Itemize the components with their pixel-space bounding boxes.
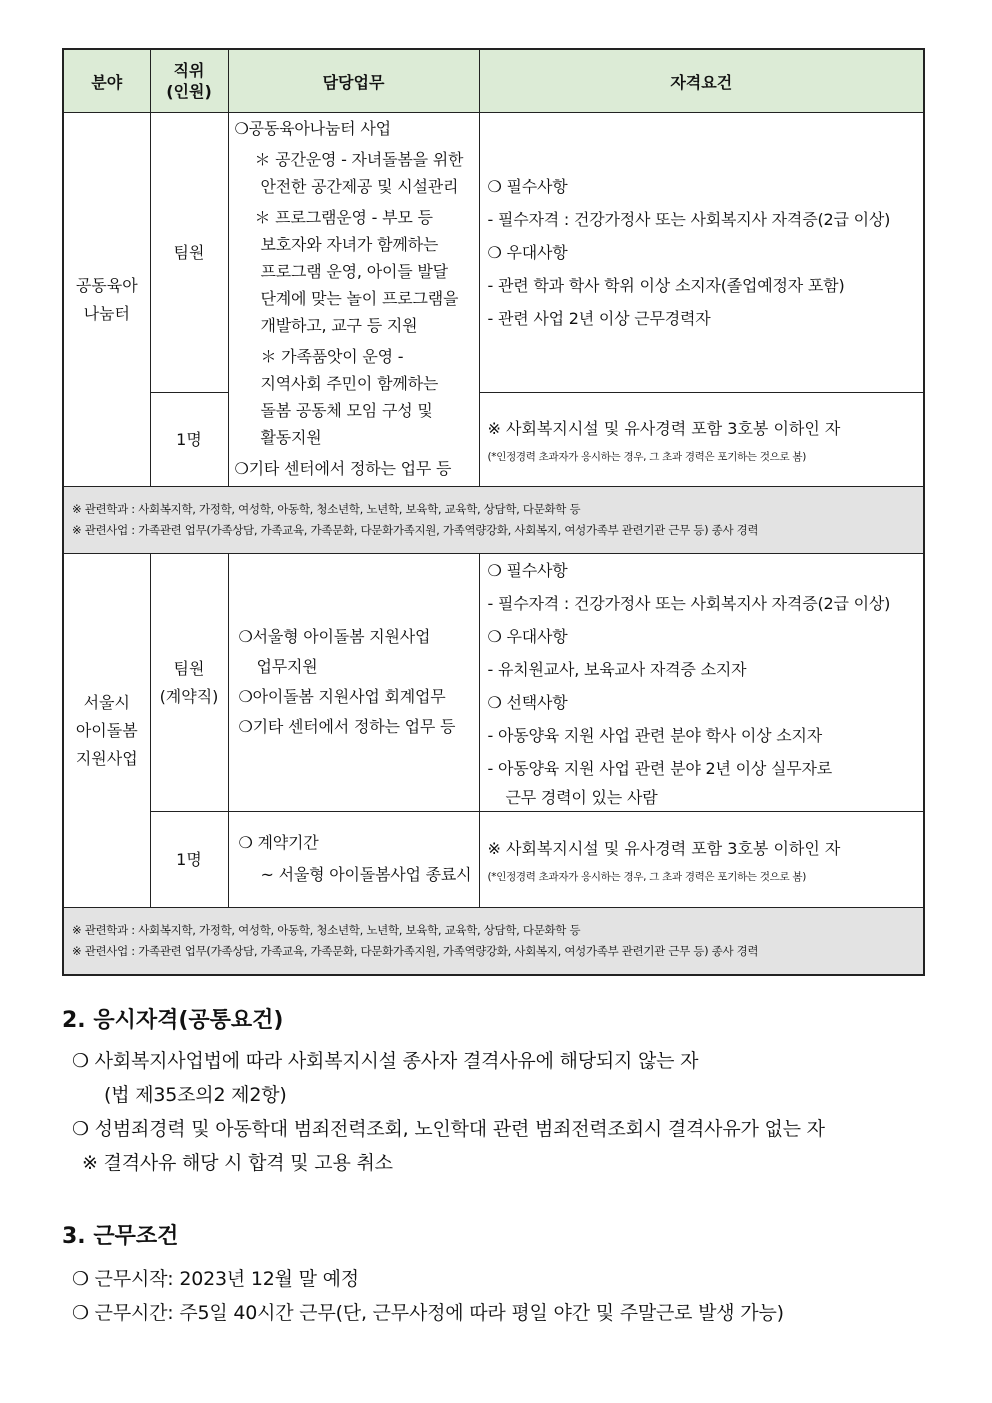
duty-line: 단계에 맞는 놀이 프로그램을	[260, 289, 459, 308]
qualification-line: - 유치원교사, 보육교사 자격증 소지자	[487, 660, 747, 679]
qualification-line: ❍ 우대사항	[487, 243, 568, 263]
table-row	[63, 554, 924, 812]
table-row	[63, 393, 924, 487]
qualification-line: - 필수자격 : 건강가정사 또는 사회복지사 자격증(2급 이상)	[487, 594, 891, 613]
duty-line: ❍공동육아나눔터 사업	[234, 119, 391, 138]
position-line: (계약직)	[159, 686, 219, 706]
eligibility-item: ❍ 성범죄경력 및 아동학대 범죄전력조회, 노인학대 관련 범죄전력조회시 결격사유가 없는 자	[72, 1118, 825, 1140]
note-line: ※ 관련학과 : 사회복지학, 가정학, 여성학, 아동학, 청소년학, 노년학, 보육학, 교육학, 상담학, 다문화학 등	[72, 923, 581, 937]
table-row	[63, 487, 924, 554]
table-header-row	[63, 49, 924, 113]
position-cell	[150, 554, 228, 812]
field-cell	[63, 113, 150, 487]
table-row	[63, 113, 924, 393]
qualification-line: ❍ 필수사항	[487, 561, 568, 580]
condition-item: ❍ 근무시간: 주5일 40시간 근무(단, 근무사정에 따라 평일 야간 및 주말근로 발생 가능)	[72, 1302, 784, 1324]
duty-line: 안전한 공간제공 및 시설관리	[260, 177, 459, 196]
section-title: 2. 응시자격(공통요건)	[62, 1008, 284, 1033]
career-note-cell	[479, 812, 924, 908]
career-note-cell	[479, 393, 924, 487]
field-label-line: 지원사업	[75, 748, 138, 768]
note-line: ※ 관련사업 : 가족관련 업무(가족상담, 가족교육, 가족문화, 다문화가족지원, 가족역량강화, 사회복지, 여성가족부 관련기관 근무 등) 종사 경력	[72, 944, 759, 958]
eligibility-item: (법 제35조의2 제2항)	[104, 1084, 287, 1106]
duty-cell	[228, 554, 479, 812]
duty-line: ❍아이돌봄 지원사업 회계업무	[238, 686, 446, 706]
header-position-line1: 직위	[173, 61, 205, 80]
duty-line: ❍서울형 아이돌봄 지원사업	[238, 626, 431, 646]
career-note: ※ 사회복지시설 및 유사경력 포함 3호봉 이하인 자	[487, 838, 841, 858]
note-line: ※ 관련학과 : 사회복지학, 가정학, 여성학, 아동학, 청소년학, 노년학, 보육학, 교육학, 상담학, 다문화학 등	[72, 502, 581, 516]
section-title: 3. 근무조건	[62, 1224, 179, 1249]
field-cell	[63, 554, 150, 908]
qualification-line: - 관련 학과 학사 학위 이상 소지자(졸업예정자 포함)	[487, 276, 845, 296]
field-label-line: 공동육아	[75, 275, 138, 295]
qualification-line: - 아동양육 지원 사업 관련 분야 학사 이상 소지자	[487, 726, 823, 745]
eligibility-item: ❍ 사회복지사업법에 따라 사회복지시설 종사자 결격사유에 해당되지 않는 자	[72, 1050, 699, 1072]
duty-line: 프로그램 운영, 아이들 발달	[260, 262, 448, 281]
qualification-line: - 관련 사업 2년 이상 근무경력자	[487, 309, 711, 329]
note-line: ※ 관련사업 : 가족관련 업무(가족상담, 가족교육, 가족문화, 다문화가족지원, 가족역량강화, 사회복지, 여성가족부 관련기관 근무 등) 종사 경력	[72, 523, 759, 537]
duty-line: ❍기타 센터에서 정하는 업무 등	[234, 459, 452, 478]
duty-line: ❍기타 센터에서 정하는 업무 등	[238, 716, 456, 736]
header-field: 분야	[63, 49, 150, 113]
career-note-small: (*인정경력 초과자가 응시하는 경우, 그 초과 경력은 포기하는 것으로 봄)	[487, 870, 807, 883]
duty-line: ＊ 프로그램운영 - 부모 등	[254, 208, 433, 227]
qualification-line: - 필수자격 : 건강가정사 또는 사회복지사 자격증(2급 이상)	[487, 210, 891, 230]
header-duty: 담당업무	[228, 49, 479, 113]
condition-item: ❍ 근무시작: 2023년 12월 말 예정	[72, 1268, 359, 1290]
notes-cell	[63, 908, 924, 976]
field-label-line: 서울시	[83, 692, 130, 712]
qualification-line: - 아동양육 지원 사업 관련 분야 2년 이상 실무자로	[487, 759, 833, 778]
qualification-line: ❍ 우대사항	[487, 627, 568, 646]
duty-line: 돌봄 공동체 모임 구성 및	[260, 401, 433, 420]
header-position-line2: (인원)	[166, 82, 212, 101]
qualification-line: ❍ 선택사항	[487, 693, 568, 712]
contract-cell	[228, 812, 479, 908]
table-row	[63, 812, 924, 908]
duty-line: ＊ 가족품앗이 운영 -	[260, 347, 404, 366]
field-label-line: 아이돌봄	[75, 720, 138, 740]
count-cell: 1명	[150, 393, 228, 487]
duty-line: 지역사회 주민이 함께하는	[260, 374, 439, 393]
duty-line: 업무지원	[256, 656, 318, 676]
duty-cell	[228, 113, 479, 487]
duty-line: ＊ 공간운영 - 자녀돌봄을 위한	[254, 150, 464, 169]
qualification-cell	[479, 554, 924, 812]
qualification-cell	[479, 113, 924, 393]
eligibility-section	[62, 1006, 942, 1180]
qualification-line: 근무 경력이 있는 사람	[505, 788, 658, 807]
duty-line: 활동지원	[260, 428, 322, 447]
career-note-small: (*인정경력 초과자가 응시하는 경우, 그 초과 경력은 포기하는 것으로 봄)	[487, 450, 807, 463]
notes-cell	[63, 487, 924, 554]
conditions-section	[62, 1222, 942, 1330]
eligibility-note: ※ 결격사유 해당 시 합격 및 고용 취소	[82, 1152, 393, 1174]
header-position	[150, 49, 228, 113]
contract-period: ~ 서울형 아이돌봄사업 종료시	[260, 864, 472, 884]
header-qualification: 자격요건	[479, 49, 924, 113]
career-note: ※ 사회복지시설 및 유사경력 포함 3호봉 이하인 자	[487, 418, 841, 438]
duty-line: 보호자와 자녀가 함께하는	[260, 235, 439, 254]
recruitment-table	[62, 48, 925, 976]
count-cell: 1명	[150, 812, 228, 908]
position-line: 팀원	[173, 658, 205, 678]
field-label-line: 나눔터	[83, 303, 130, 323]
duty-line: 개발하고, 교구 등 지원	[260, 316, 418, 335]
position-cell: 팀원	[150, 113, 228, 393]
contract-title: ❍ 계약기간	[238, 832, 319, 852]
qualification-line: ❍ 필수사항	[487, 177, 568, 197]
table-row	[63, 908, 924, 976]
